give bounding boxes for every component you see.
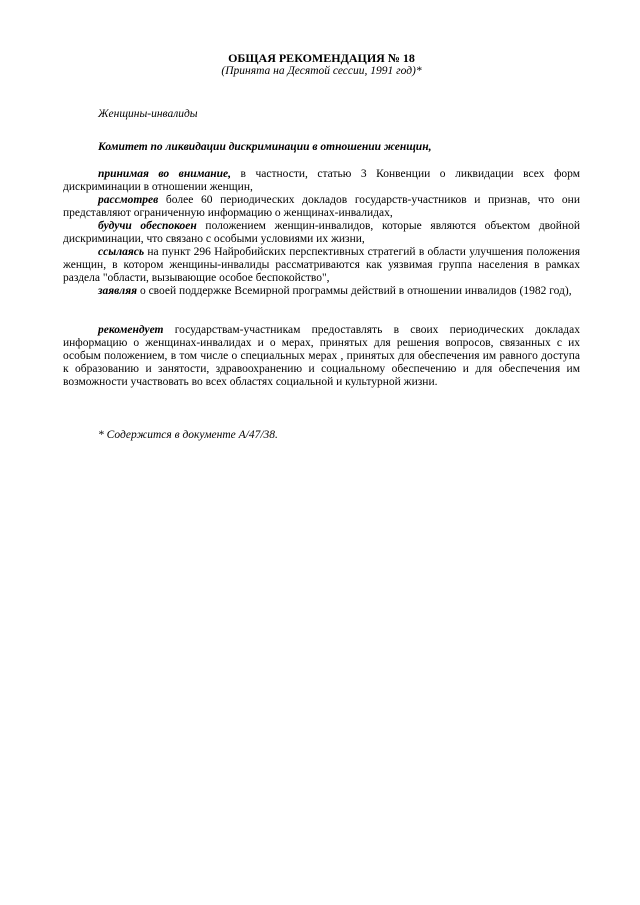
paragraph-text: на пункт 296 Найробийских перспективных стратегий в области улучшения положения женщин, в котором женщины-инвалиды рассматриваются как уязвимая группа населения в рамках раздела "области, вызывающие особое беспокойство",	[63, 246, 580, 284]
paragraph-lead: рассмотрев	[98, 194, 159, 206]
paragraph-lead: рекомендует	[98, 324, 164, 336]
preamble-paragraph	[63, 246, 580, 285]
topic-line: Женщины-инвалиды	[98, 108, 198, 120]
footnote: * Содержится в документе A/47/38.	[98, 429, 278, 441]
paragraph-lead: будучи обеспокоен	[98, 220, 197, 232]
paragraph-lead: ссылаясь	[98, 246, 145, 258]
paragraph-text: более 60 периодических докладов государств-участников и признав, что они представляют ограниченную информацию о женщинах-инвалидах,	[63, 194, 580, 219]
paragraph-text: в частности, статью 3 Конвенции о ликвидации всех форм дискриминации в отношении женщин,	[63, 168, 581, 193]
preamble-paragraph	[63, 168, 580, 194]
paragraph-lead: принимая во внимание,	[98, 168, 231, 180]
paragraph-text: государствам-участникам предоставлять в своих периодических докладах информацию о женщинах-инвалидах и о мерах, принятых для решения вопросов, связанных с их особым положением, в том числе о специальных мерах , принятых для обеспечения им равного доступа к образованию и занятости, здравоохранению и социальному обеспечению и для обеспечения им возможности участвовать во всех областях социальной и культурной жизни.	[63, 324, 580, 388]
document-subtitle: (Принята на Десятой сессии, 1991 год)*	[221, 65, 422, 77]
document-title: ОБЩАЯ РЕКОМЕНДАЦИЯ № 18	[228, 51, 415, 65]
committee-line: Комитет по ликвидации дискриминации в отношении женщин,	[98, 141, 432, 153]
paragraph-text: о своей поддержке Всемирной программы действий в отношении инвалидов (1982 год),	[137, 285, 572, 297]
paragraph-lead: заявляя	[98, 285, 138, 297]
paragraph-text: положением женщин-инвалидов, которые являются объектом двойной дискриминации, что связано с особыми условиями их жизни,	[63, 220, 580, 245]
preamble-paragraph	[63, 194, 580, 220]
preamble-paragraph	[63, 285, 580, 298]
recommendation-paragraph	[63, 324, 580, 389]
preamble-paragraph	[63, 220, 580, 246]
